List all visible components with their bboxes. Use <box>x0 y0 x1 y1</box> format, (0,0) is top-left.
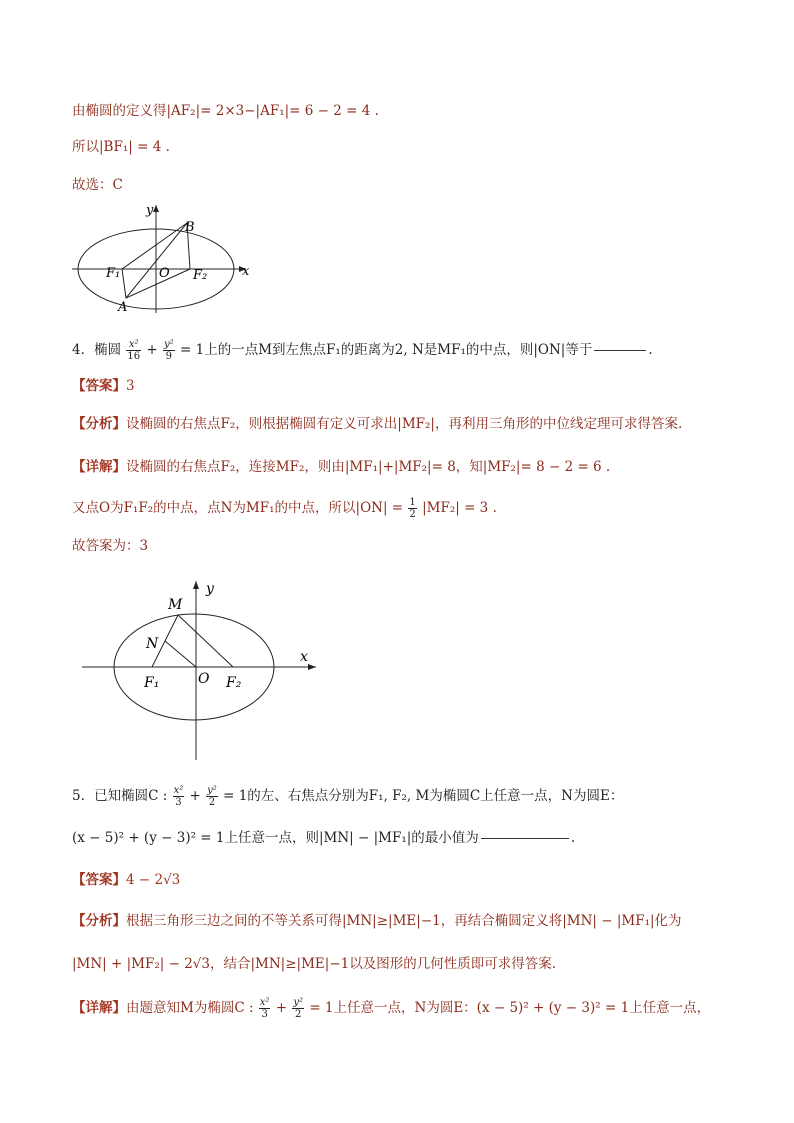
q4-frac-2-den: 9 <box>165 351 173 362</box>
fig1-focus-1: F₁ <box>106 266 121 281</box>
q4-detail <box>72 457 610 477</box>
q5-analysis-text: 根据三角形三边之间的不等关系可得|MN|≥|ME|−1，再结合椭圆定义将|MN| − |MF₁|化为 <box>126 913 682 929</box>
q4-frac-1 <box>126 339 141 362</box>
q4-suffix: = 1上的一点M到左焦点F₁的距离为2, N是MF₁的中点，则|ON|等于 <box>180 342 593 358</box>
q5-frac-2-den: 2 <box>208 797 216 808</box>
q4-detail-2-pre: 又点O为F₁F₂的中点，点N为MF₁的中点，所以|ON| = <box>72 500 404 516</box>
q5-detail-frac-1-den: 3 <box>261 1009 268 1020</box>
q5-prefix: 已知椭圆C : <box>94 788 168 804</box>
q5-detail-frac-2 <box>292 997 304 1020</box>
q5-answer-tag: 【答案】 <box>72 872 126 888</box>
fig2-origin: O <box>198 671 210 687</box>
q5-detail-frac-1-num: x² <box>259 997 270 1008</box>
fig2-point-m: M <box>168 597 183 613</box>
fig1-x-label: x <box>242 264 250 279</box>
q4-frac-1-num: x² <box>126 339 141 351</box>
solution-choice: 故选：C <box>72 177 123 193</box>
figure-ellipse-2 <box>80 575 330 765</box>
q5-frac-2 <box>206 785 218 808</box>
q5-analysis <box>72 911 682 931</box>
fig2-focus-2: F₂ <box>226 675 242 691</box>
q4-detail-text: 设椭圆的右焦点F₂，连接MF₂，则由|MF₁|+|MF₂|= 8，知|MF₂|= 8 − 2 = 6 . <box>126 459 611 475</box>
q4-detail-2-post: |MF₂| = 3 . <box>422 500 497 516</box>
q4-answer-blank <box>594 350 646 351</box>
q5-line-2-text: (x − 5)² + (y − 3)² = 1上任意一点，则|MN| − |MF₁|的最小值为 <box>72 830 479 846</box>
figure-ellipse-1 <box>70 195 260 320</box>
fig1-y-label: y <box>146 203 154 218</box>
q5-frac-1-num: x² <box>173 785 184 796</box>
q4-frac-1-den: 16 <box>127 351 141 362</box>
solution-line-2: 所以|BF₁| = 4 . <box>72 139 170 155</box>
fig1-origin: O <box>159 266 170 281</box>
q4-final: 故答案为：3 <box>72 538 149 554</box>
q4-analysis-tag: 【分析】 <box>72 416 126 432</box>
q5-detail-tag: 【详解】 <box>72 1000 126 1016</box>
q5-analysis-tag: 【分析】 <box>72 913 126 929</box>
fig1-point-a: A <box>118 300 128 315</box>
q4-plus: + <box>146 342 158 358</box>
q5-analysis-2: |MN| + |MF₂| − 2√3，结合|MN|≥|ME|−1以及图形的几何性质即可求得答案. <box>72 956 557 972</box>
q5-answer <box>72 870 180 890</box>
q4-answer-value: 3 <box>126 378 135 394</box>
fig1-point-b: B <box>185 220 195 235</box>
fig2-point-n: N <box>146 636 159 652</box>
solution-line-1: 由椭圆的定义得|AF₂|= 2×3−|AF₁|= 6 − 2 = 4 . <box>72 103 379 119</box>
fig2-y-label: y <box>206 581 214 597</box>
q4-analysis-text: 设椭圆的右焦点F₂，则根据椭圆有定义可求出|MF₂|，再利用三角形的中位线定理可求得答案. <box>126 416 683 432</box>
q4-detail-2-frac-den: 2 <box>409 509 416 520</box>
q5-plus: + <box>189 788 201 804</box>
q5-detail <box>72 995 710 1021</box>
q4-detail-tag: 【详解】 <box>72 459 126 475</box>
q5-frac-2-num: y² <box>207 785 217 796</box>
q5-number: 5． <box>72 788 95 804</box>
q5-detail-frac-1 <box>259 997 271 1020</box>
q5-detail-pre: 由题意知M为椭圆C : <box>126 1000 254 1016</box>
question-5 <box>72 783 623 809</box>
q4-frac-2 <box>163 339 175 362</box>
q5-answer-blank <box>481 838 569 839</box>
q4-detail-2 <box>72 495 497 521</box>
fig2-x-label: x <box>300 649 308 665</box>
q4-detail-2-frac-num: 1 <box>409 497 416 508</box>
q5-detail-plus: + <box>275 1000 288 1016</box>
q5-frac-1 <box>173 785 185 808</box>
q5-detail-frac-2-num: y² <box>293 997 304 1008</box>
q4-analysis <box>72 414 682 434</box>
q5-detail-frac-2-den: 2 <box>295 1009 302 1020</box>
q4-frac-2-num: y² <box>164 339 174 350</box>
q4-answer-tag: 【答案】 <box>72 378 126 394</box>
q5-answer-value: 4 − 2√3 <box>126 872 181 888</box>
q5-suffix: = 1的左、右焦点分别为F₁, F₂, M为椭圆C上任意一点，N为圆E： <box>223 788 624 804</box>
q4-number: 4． <box>72 342 95 358</box>
question-4 <box>72 338 653 362</box>
q4-detail-2-frac <box>408 497 416 520</box>
fig1-focus-2: F₂ <box>193 268 208 283</box>
q5-line-2 <box>72 828 575 848</box>
q4-prefix: 椭圆 <box>94 342 122 358</box>
q5-line-2-end: . <box>570 830 576 846</box>
q4-end: . <box>648 342 653 358</box>
q5-frac-1-den: 3 <box>175 797 182 808</box>
fig2-focus-1: F₁ <box>144 675 160 691</box>
q5-detail-post: = 1上任意一点，N为圆E：(x − 5)² + (y − 3)² = 1上任意一点， <box>309 1000 711 1016</box>
q4-answer <box>72 376 135 396</box>
